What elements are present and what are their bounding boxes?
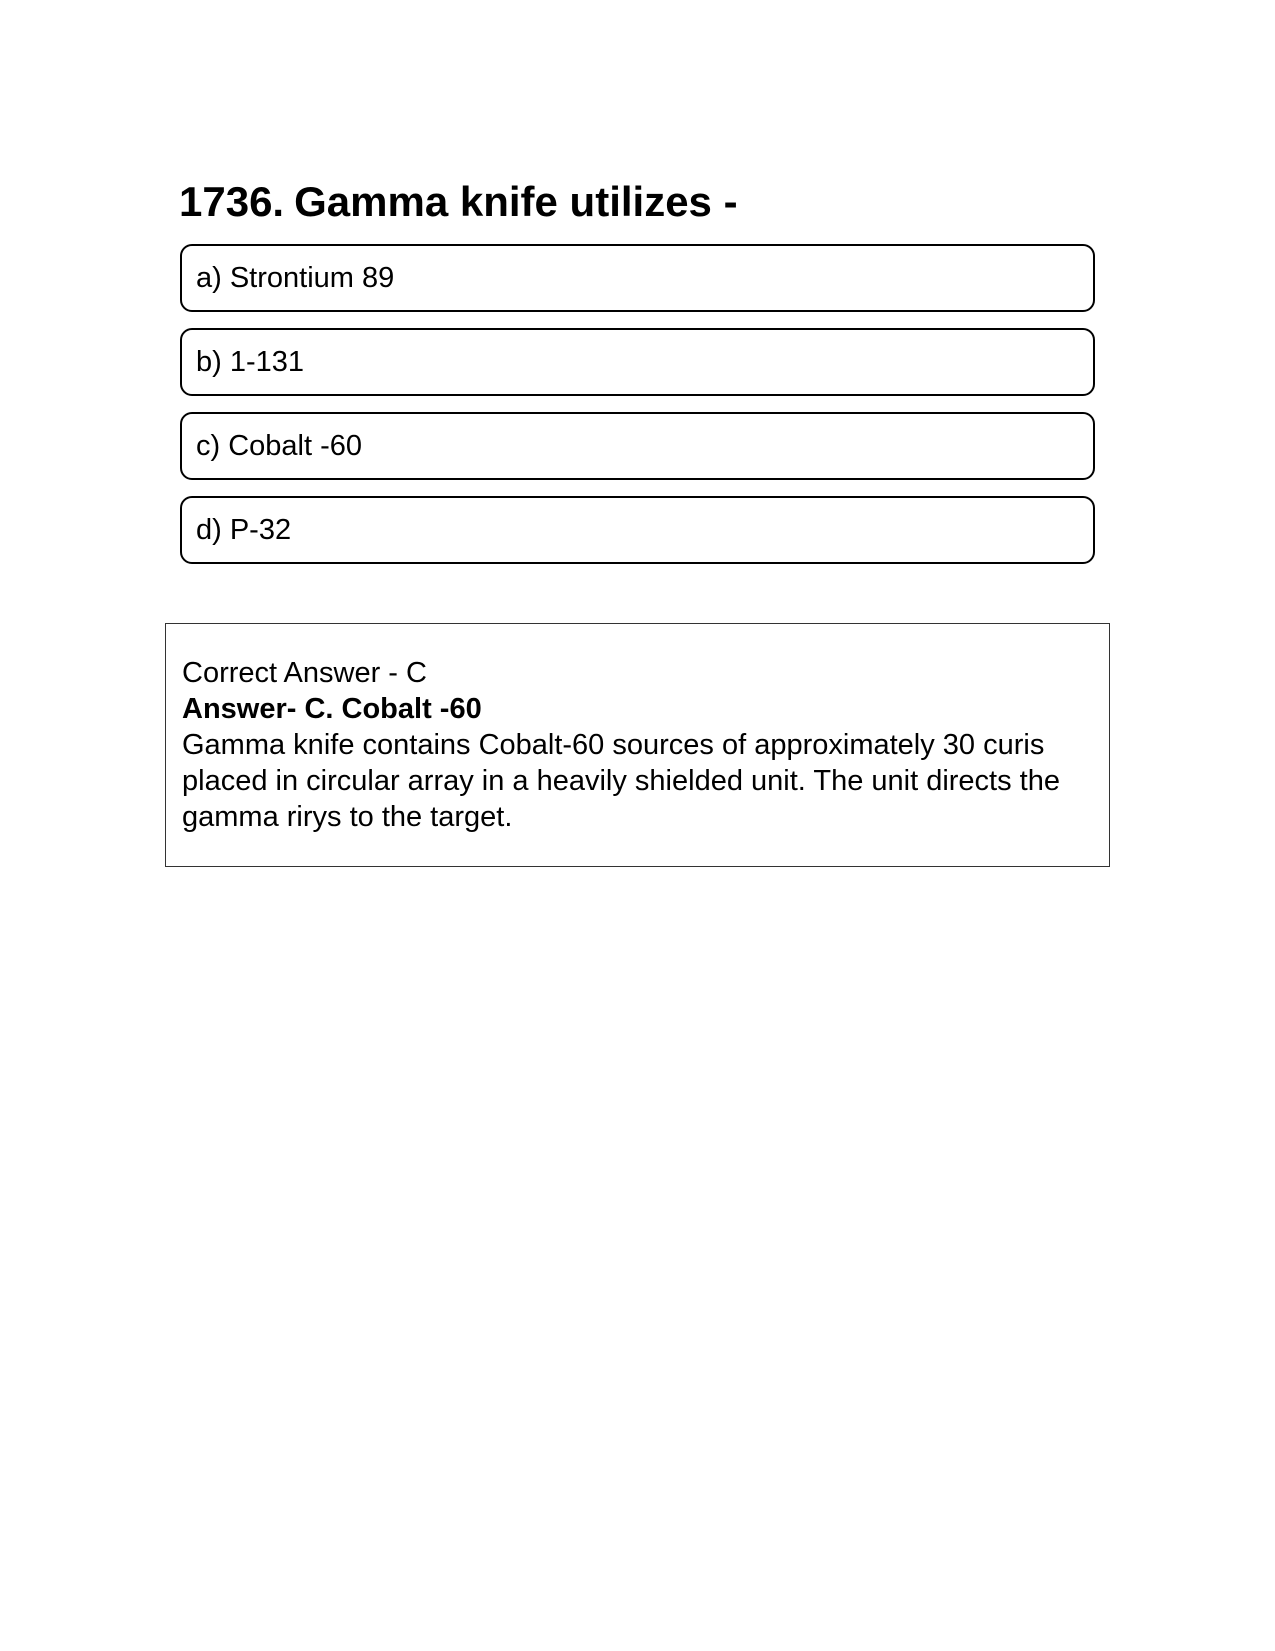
answer-heading: Answer- C. Cobalt -60 — [182, 693, 482, 725]
question-title — [179, 176, 738, 228]
answer-explanation: Gamma knife contains Cobalt-60 sources of approximately 30 curis placed in circular array in a heavily shielded unit. The unit directs the gamma rirys to the target. — [182, 729, 1060, 833]
option-label: d) P-32 — [196, 514, 292, 546]
option-a[interactable] — [180, 244, 1095, 312]
question-text: Gamma knife utilizes - — [294, 178, 738, 225]
correct-answer-line: Correct Answer - C — [182, 657, 427, 689]
options-list — [180, 244, 1095, 580]
option-d[interactable] — [180, 496, 1095, 564]
option-b[interactable] — [180, 328, 1095, 396]
option-c[interactable] — [180, 412, 1095, 480]
option-label: b) 1-131 — [196, 346, 305, 378]
option-label: c) Cobalt -60 — [196, 430, 363, 462]
question-number: 1736. — [179, 178, 285, 225]
option-label: a) Strontium 89 — [196, 262, 395, 294]
answer-box — [165, 623, 1110, 867]
